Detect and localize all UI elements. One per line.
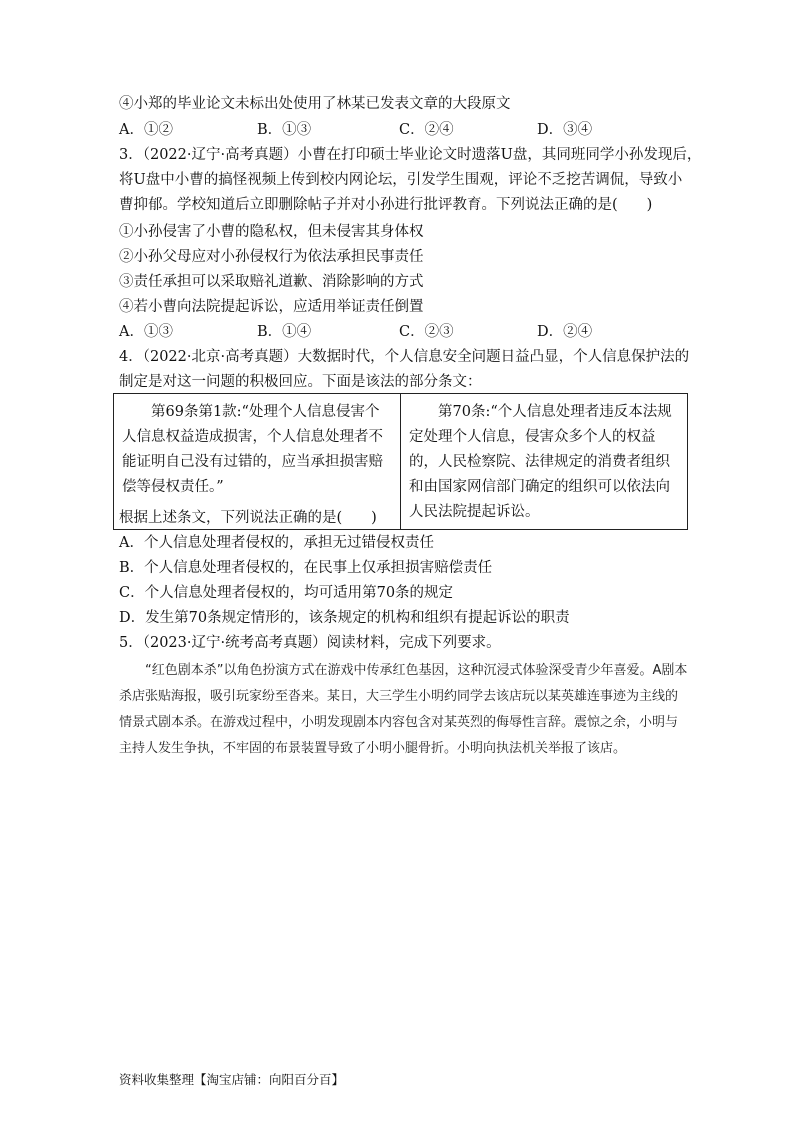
q3-stem-line-2: 将U盘中小曹的搞怪视频上传到校内网论坛，引发学生围观，评论不乏挖苦调侃，导致小 — [119, 172, 683, 188]
q3-option-b: B．①④ — [257, 324, 312, 340]
q4-number: 4． — [119, 349, 143, 365]
q4-stem-line-1 — [119, 347, 689, 367]
q3-stem-text-1: 小曹在打印硕士毕业论文时遗落U盘，其同班同学小孙发现后， — [297, 147, 702, 163]
q4-option-c: C．个人信息处理者侵权的，均可适用第70条的规定 — [119, 585, 454, 601]
q3-item-3: ③责任承担可以采取赔礼道歉、消除影响的方式 — [119, 274, 424, 290]
q2-option-c: C．②④ — [399, 122, 454, 138]
q5-number: 5． — [119, 635, 143, 651]
q4-source: （2022·北京·高考真题） — [142, 349, 298, 365]
q2-item-4: ④小郑的毕业论文未标出处使用了林某已发表文章的大段原文 — [119, 96, 511, 112]
q5-material — [119, 658, 689, 762]
article-70-cell: 第70条:“个人信息处理者违反本法规定处理个人信息，侵害众多个人的权益的，人民检察院、法律规定的消费者组织和由国家网信部门确定的组织可以依法向人民法院提起诉讼。 — [401, 394, 688, 530]
q3-stem-line-3: 曹抑郁。学校知道后立即删除帖子并对小孙进行批评教育。下列说法正确的是( ) — [119, 197, 653, 213]
q3-item-2: ②小孙父母应对小孙侵权行为依法承担民事责任 — [119, 249, 424, 265]
q3-number: 3． — [119, 147, 143, 163]
article-69-cell: 第69条第1款:“处理个人信息侵害个人信息权益造成损害，个人信息处理者不能证明自己没有过错的，应当承担损害赔偿等侵权责任。” — [114, 394, 401, 530]
q4-option-b: B．个人信息处理者侵权的，在民事上仅承担损害赔偿责任 — [119, 560, 493, 576]
q4-option-d: D．发生第70条规定情形的，该条规定的机构和组织有提起诉讼的职责 — [119, 610, 570, 626]
q2-option-b: B．①③ — [257, 122, 312, 138]
q5-stem — [119, 633, 501, 653]
q5-stem-text: 阅读材料，完成下列要求。 — [326, 635, 501, 651]
q5-source: （2023·辽宁·统考高考真题） — [142, 635, 327, 651]
q3-item-4: ④若小曹向法院提起诉讼，应适用举证责任倒置 — [119, 299, 424, 315]
footer-note: 资料收集整理【淘宝店铺：向阳百分百】 — [119, 1072, 345, 1087]
q2-option-a: A．①② — [119, 122, 173, 138]
q2-option-d: D．③④ — [537, 122, 593, 138]
q3-source: （2022·辽宁·高考真题） — [142, 147, 298, 163]
q4-stem-line-2: 制定是对这一问题的积极回应。下面是该法的部分条文： — [119, 374, 482, 390]
q3-option-c: C．②③ — [399, 324, 454, 340]
q3-stem-line-1 — [119, 145, 701, 165]
q4-option-a: A．个人信息处理者侵权的，承担无过错侵权责任 — [119, 535, 434, 551]
q3-item-1: ①小孙侵害了小曹的隐私权，但未侵害其身体权 — [119, 224, 424, 240]
q5-material-paragraph: “红色剧本杀”以角色扮演方式在游戏中传承红色基因，这种沉浸式体验深受青少年喜爱。A剧本杀店张贴海报，吸引玩家纷至沓来。某日，大三学生小明约同学去该店玩以某英雄连事迹为主线的情景式剧本杀。在游戏过程中，小明发现剧本内容包含对某英烈的侮辱性言辞。震惊之余，小明与主持人发生争执，不牢固的布景装置导致了小明小腿骨折。小明向执法机关举报了该店。 — [119, 663, 688, 756]
q4-question: 根据上述条文，下列说法正确的是( ) — [119, 510, 377, 526]
q4-stem-text-1: 大数据时代，个人信息安全问题日益凸显，个人信息保护法的 — [297, 349, 690, 365]
q3-option-a: A．①③ — [119, 324, 173, 340]
q3-option-d: D．②④ — [537, 324, 593, 340]
